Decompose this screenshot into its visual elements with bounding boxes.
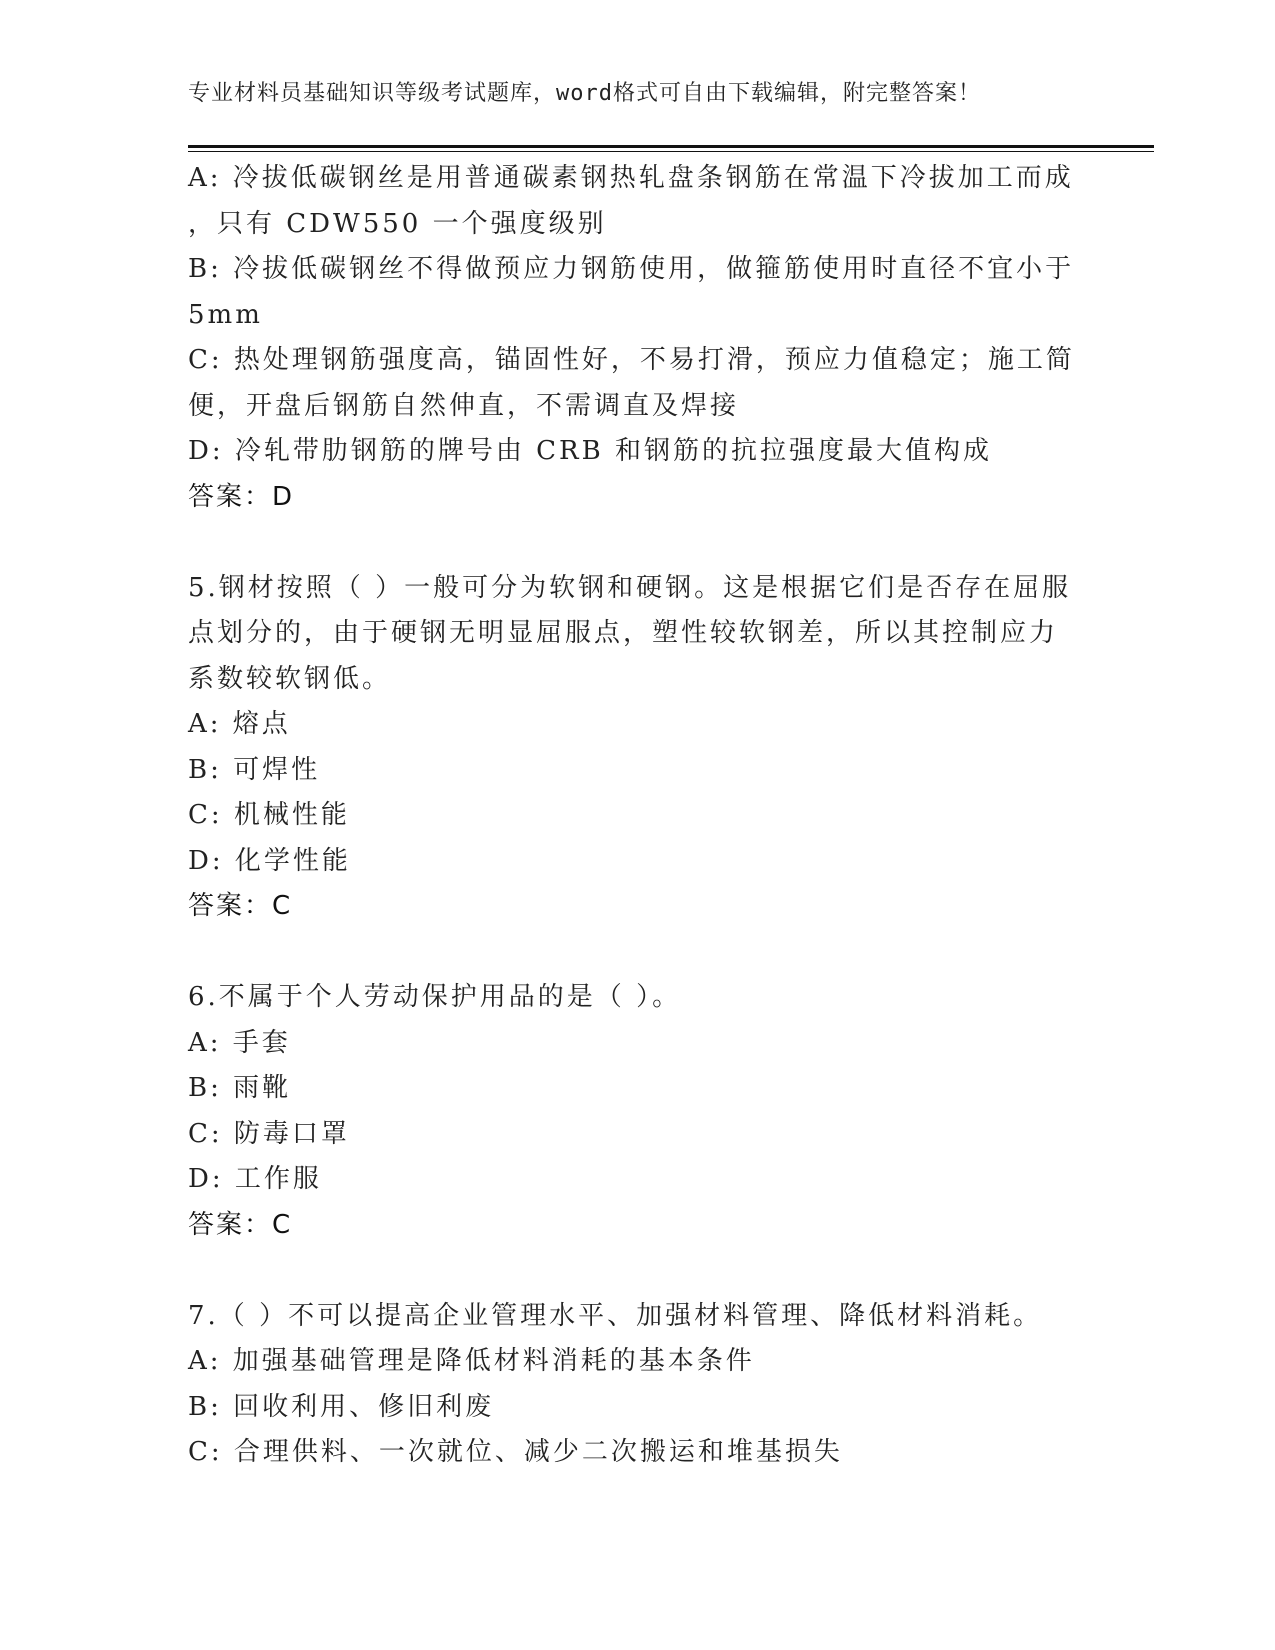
question-text-cont: 点划分的，由于硬钢无明显屈服点，塑性较软钢差，所以其控制应力: [188, 618, 1059, 648]
answer: 答案：C: [188, 1209, 293, 1240]
option-b: B: 雨靴: [188, 1073, 292, 1103]
spacer: [188, 1248, 1088, 1294]
option-b: B: 冷拔低碳钢丝不得做预应力钢筋使用，做箍筋使用时直径不宜小于: [188, 254, 1075, 284]
option-d: D: 冷轧带肋钢筋的牌号由 CRB 和钢筋的抗拉强度最大值构成: [188, 436, 992, 466]
question-block: [188, 566, 1088, 930]
answer: 答案：D: [188, 481, 295, 512]
page-header: 专业材料员基础知识等级考试题库，word格式可自由下载编辑，附完整答案！: [188, 81, 981, 106]
document-body: [188, 156, 1088, 1476]
option-a-cont: ，只有 CDW550 一个强度级别: [188, 208, 607, 239]
option-d: D: 工作服: [188, 1164, 322, 1194]
option-a: A: 熔点: [188, 709, 291, 739]
question-text: 5.钢材按照（ ）一般可分为软钢和硬钢。这是根据它们是否存在屈服: [188, 572, 1072, 603]
question-text: 7.（ ）不可以提高企业管理水平、加强材料管理、降低材料消耗。: [188, 1300, 1043, 1331]
option-d: D: 化学性能: [188, 845, 351, 876]
answer: 答案：C: [188, 891, 293, 921]
question-block: [188, 1294, 1088, 1476]
header-rule-thick: [188, 145, 1154, 148]
option-c: C: 热处理钢筋强度高，锚固性好，不易打滑，预应力值稳定；施工简: [188, 345, 1075, 375]
option-a: A: 冷拔低碳钢丝是用普通碳素钢热轧盘条钢筋在常温下冷拔加工而成: [188, 163, 1074, 193]
option-b: B: 可焊性: [188, 754, 321, 785]
question-block: [188, 975, 1088, 1248]
option-c: C: 防毒口罩: [188, 1118, 350, 1149]
option-c: C: 合理供料、一次就位、减少二次搬运和堆基损失: [188, 1437, 843, 1467]
option-b-cont: 5mm: [188, 299, 263, 330]
option-b: B: 回收利用、修旧利废: [188, 1391, 495, 1422]
option-a: A: 手套: [188, 1027, 291, 1058]
question-text-cont: 系数较软钢低。: [188, 663, 392, 694]
spacer: [188, 520, 1088, 566]
spacer: [188, 930, 1088, 976]
question-text: 6.不属于个人劳动保护用品的是（ ）。: [188, 982, 682, 1012]
option-c: C: 机械性能: [188, 800, 350, 830]
option-c-cont: 便，开盘后钢筋自然伸直，不需调直及焊接: [188, 390, 740, 421]
question-block: [188, 156, 1088, 520]
option-a: A: 加强基础管理是降低材料消耗的基本条件: [188, 1346, 755, 1376]
header-rule-thin: [188, 151, 1154, 152]
